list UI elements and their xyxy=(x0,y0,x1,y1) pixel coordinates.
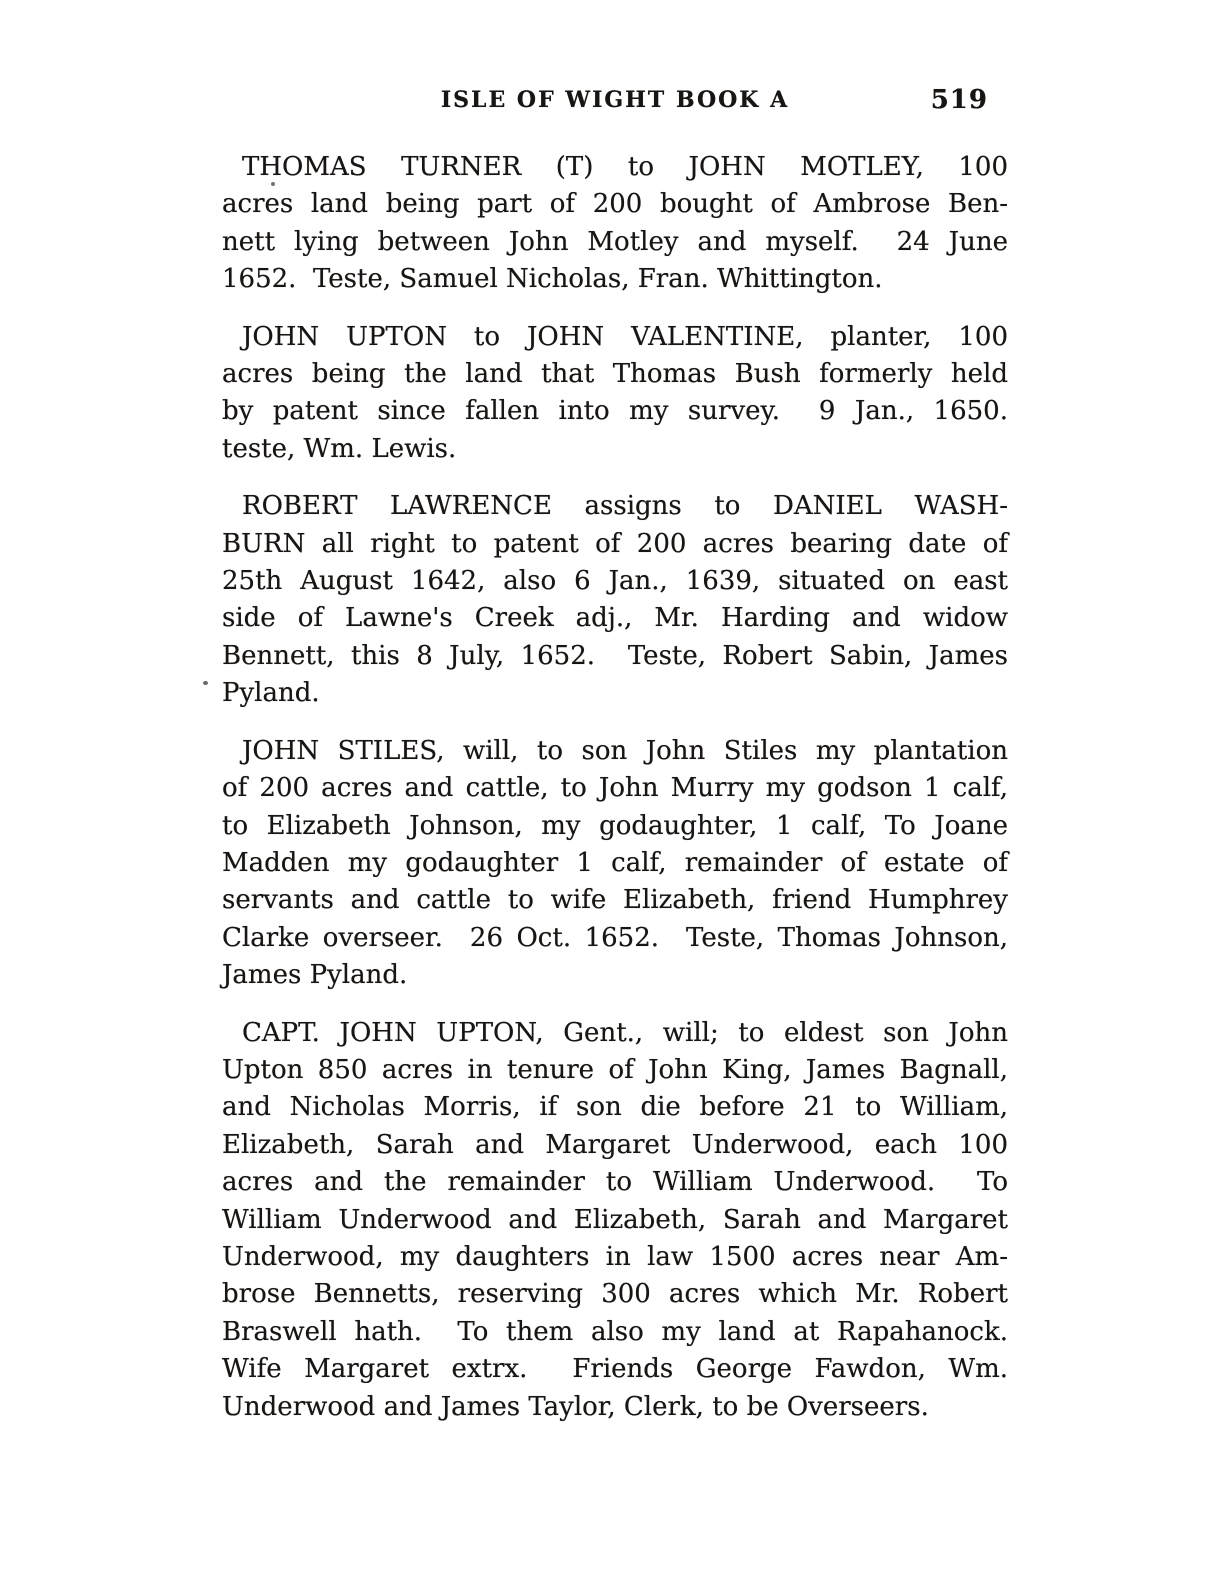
text-line: 1652. Teste, Samuel Nicholas, Fran. Whittington. xyxy=(222,264,883,295)
text-line: Wife Margaret extrx. Friends George Fawdon, Wm. xyxy=(222,1354,1008,1385)
page-number: 519 xyxy=(930,85,988,115)
text-line: ROBERT LAWRENCE assigns to DANIEL WASH- xyxy=(242,491,1008,522)
text-line: CAPT. JOHN UPTON, Gent., will; to eldest son John xyxy=(242,1017,1008,1048)
text-line: James Pyland. xyxy=(222,960,408,991)
text-line: Braswell hath. To them also my land at Rapahanock. xyxy=(222,1316,1008,1347)
text-line: THOMAS TURNER (T) to JOHN MOTLEY, 100 xyxy=(242,152,1008,182)
text-line: Madden my godaughter 1 calf, remainder of estate of xyxy=(222,847,1008,878)
text-line: to Elizabeth Johnson, my godaughter, 1 calf, To Joane xyxy=(222,810,1008,841)
page-body xyxy=(222,149,1008,1446)
text-line: JOHN STILES, will, to son John Stiles my plantation xyxy=(242,735,1008,766)
text-line: nett lying between John Motley and myself. 24 June xyxy=(222,226,1008,257)
text-line: Clarke overseer. 26 Oct. 1652. Teste, Thomas Johnson, xyxy=(222,922,1008,953)
text-line: JOHN UPTON to JOHN VALENTINE, planter, 100 xyxy=(242,321,1008,352)
text-line: 25th August 1642, also 6 Jan., 1639, situated on east xyxy=(222,566,1008,597)
text-line: of 200 acres and cattle, to John Murry my godson 1 calf, xyxy=(222,773,1008,804)
scan-speck xyxy=(271,182,275,186)
scan-speck-margin xyxy=(203,681,208,685)
text-line: Upton 850 acres in tenure of John King, James Bagnall, xyxy=(222,1054,1008,1085)
text-line: BURN all right to patent of 200 acres bearing date of xyxy=(222,528,1008,559)
text-line: servants and cattle to wife Elizabeth, friend Humphrey xyxy=(222,885,1008,916)
text-line: acres being the land that Thomas Bush formerly held xyxy=(222,359,1008,390)
paragraph xyxy=(222,319,1008,469)
text-line: by patent since fallen into my survey. 9 Jan., 1650. xyxy=(222,396,1008,427)
page-header xyxy=(222,87,1008,117)
text-line: and Nicholas Morris, if son die before 21 to William, xyxy=(222,1092,1008,1123)
paragraph xyxy=(222,488,1008,712)
text-line: acres and the remainder to William Underwood. To xyxy=(222,1167,1008,1198)
running-head-title: ISLE OF WIGHT BOOK A xyxy=(440,87,790,113)
paragraph xyxy=(222,149,1008,299)
paragraph xyxy=(222,1015,1008,1426)
text-line: teste, Wm. Lewis. xyxy=(222,433,457,464)
text-line: Underwood and James Taylor, Clerk, to be Overseers. xyxy=(222,1391,929,1422)
text-line: side of Lawne's Creek adj., Mr. Harding and widow xyxy=(222,603,1008,634)
text-line: acres land being part of 200 bought of Ambrose Ben- xyxy=(222,189,1008,220)
text-line: Pyland. xyxy=(222,678,320,709)
paragraph xyxy=(222,733,1008,995)
text-line: Elizabeth, Sarah and Margaret Underwood, each 100 xyxy=(222,1129,1008,1160)
text-line: William Underwood and Elizabeth, Sarah and Margaret xyxy=(222,1204,1008,1235)
text-line: brose Bennetts, reserving 300 acres which Mr. Robert xyxy=(222,1279,1008,1310)
text-line: Underwood, my daughters in law 1500 acres near Am- xyxy=(222,1241,1008,1272)
text-line: Bennett, this 8 July, 1652. Teste, Robert Sabin, James xyxy=(222,640,1008,671)
